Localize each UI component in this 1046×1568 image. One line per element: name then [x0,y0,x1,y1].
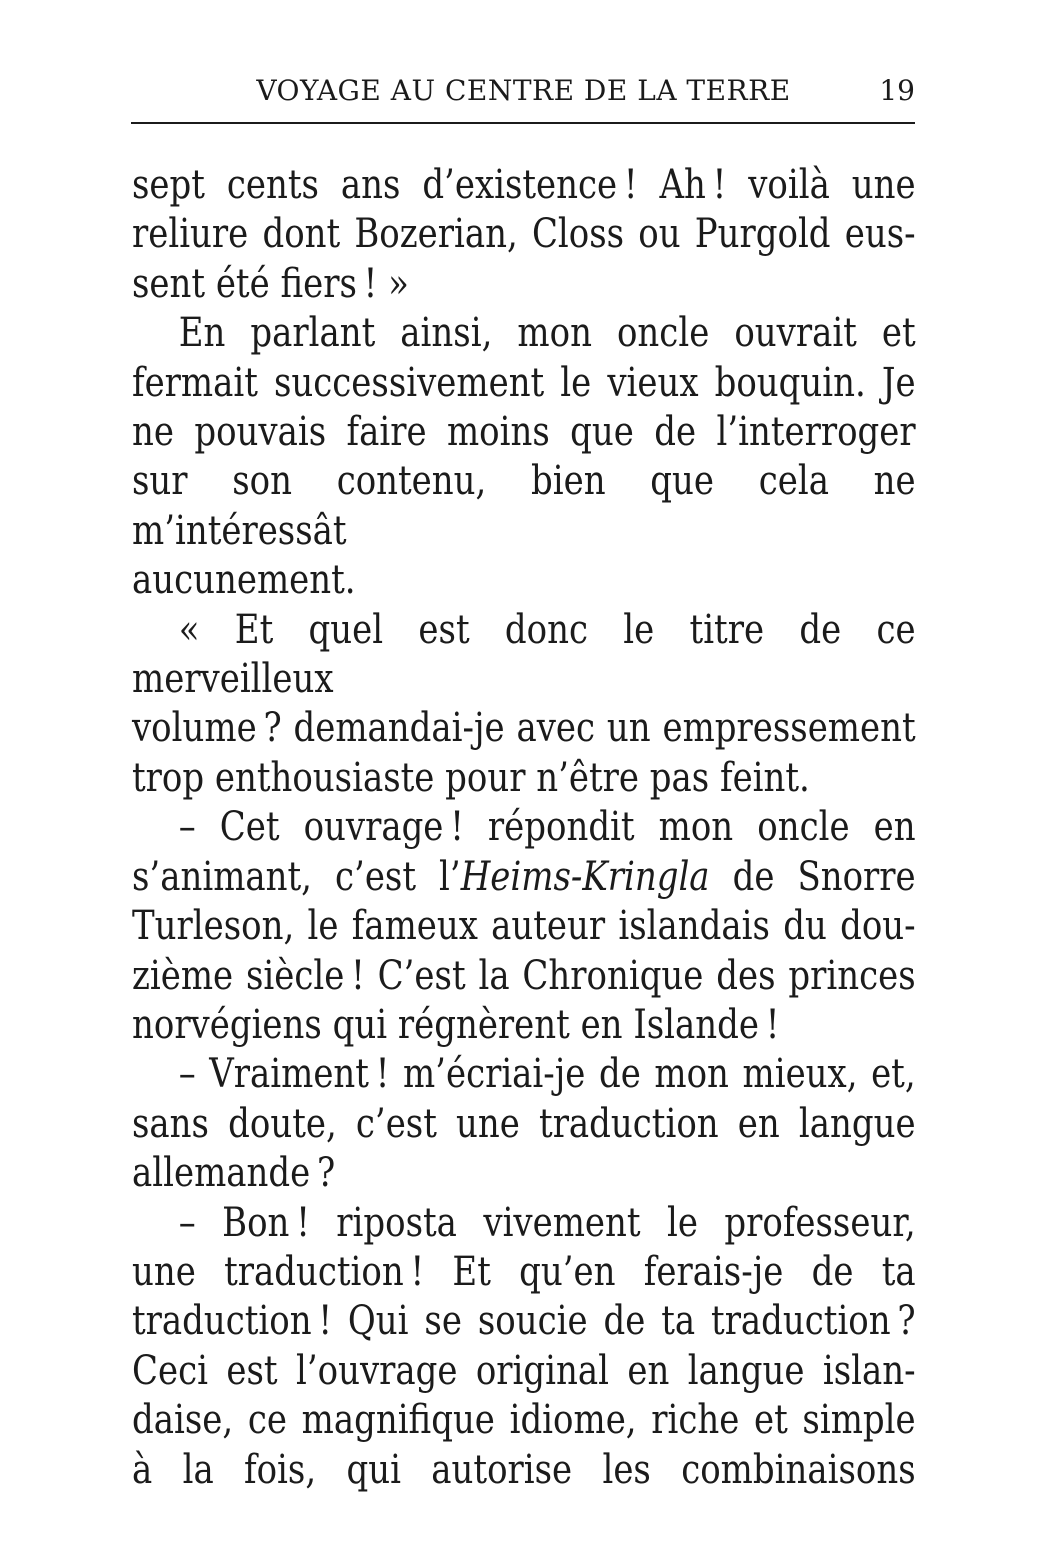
text-line: Ceci est l’ouvrage original en langue islan- [132,1347,916,1394]
text-line: allemande ? [132,1150,336,1197]
text-line: sept cents ans d’existence ! Ah ! voilà une [132,162,916,208]
text-segment: s’animant, c’est l’ [132,853,461,900]
text-line: sur son contenu, bien que cela ne m’intéressât [132,458,916,554]
text-line: sans doute, c’est une traduction en langue [132,1100,916,1147]
text-line: trop enthousiaste pour n’être pas feint. [132,754,810,801]
page-header [132,74,915,107]
text-line: « Et quel est donc le titre de ce merveilleux [132,606,916,703]
text-line: – Bon ! riposta vivement le professeur, [178,1199,916,1246]
text-segment: de Snorre [709,853,916,900]
text-line: – Vraiment ! m’écriai-je de mon mieux, et, [178,1051,916,1098]
text-line: norvégiens qui régnèrent en Islande ! [132,1001,780,1048]
text-line [132,853,916,902]
header-rule [131,122,915,124]
book-title-italic: Heims-Kringla [460,853,710,900]
text-line: aucunement. [132,557,356,604]
running-title: VOYAGE AU CENTRE DE LA TERRE [256,74,791,107]
text-line: sent été fiers ! » [132,260,409,307]
text-line: traduction ! Qui se soucie de ta traduction ? [132,1298,916,1345]
text-line: à la fois, qui autorise les combinaisons [132,1446,916,1493]
body-text [132,161,916,1495]
text-line: – Cet ouvrage ! répondit mon oncle en [178,804,916,851]
text-line: fermait successivement le vieux bouquin. Je [132,359,916,406]
text-line: En parlant ainsi, mon oncle ouvrait et [178,310,916,357]
text-line: zième siècle ! C’est la Chronique des princes [132,952,916,999]
text-line: daise, ce magnifique idiome, riche et simple [132,1397,916,1444]
text-line: ne pouvais faire moins que de l’interroger [132,409,916,456]
text-line: une traduction ! Et qu’en ferais-je de ta [132,1248,916,1295]
page-number: 19 [879,74,915,107]
text-line: volume ? demandai-je avec un empressement [132,705,916,752]
text-line: Turleson, le fameux auteur islandais du dou- [132,903,916,950]
text-line: reliure dont Bozerian, Closs ou Purgold eus- [132,211,916,258]
